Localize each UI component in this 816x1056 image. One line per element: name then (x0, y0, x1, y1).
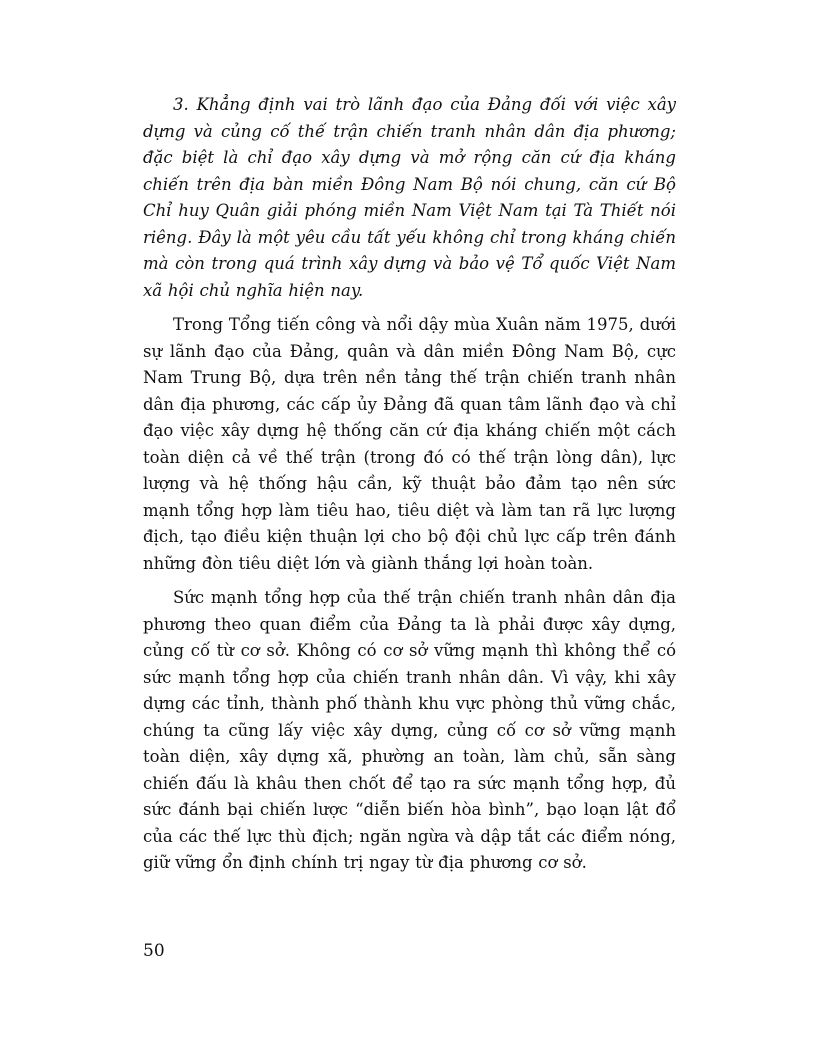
paragraph-spring-1975: Trong Tổng tiến công và nổi dậy mùa Xuân năm 1975, dưới sự lãnh đạo của Đảng, quân và dân miền Đông Nam Bộ, cực Nam Trung Bộ, dựa trên nền tảng thế trận chiến tranh nhân dân địa phương, các cấp ủy Đảng đã quan tâm lãnh đạo và chỉ đạo việc xây dựng hệ thống căn cứ địa kháng chiến một cách toàn diện cả về thế trận (trong đó có thế trận lòng dân), lực lượng và hệ thống hậu cần, kỹ thuật bảo đảm tạo nên sức mạnh tổng hợp làm tiêu hao, tiêu diệt và làm tan rã lực lượng địch, tạo điều kiện thuận lợi cho bộ đội chủ lực cấp trên đánh những đòn tiêu diệt lớn và giành thắng lợi hoàn toàn. (143, 315, 676, 573)
page-number: 50 (143, 941, 165, 961)
paragraph-point-3: 3. Khẳng định vai trò lãnh đạo của Đảng đối với việc xây dựng và củng cố thế trận chiến tranh nhân dân địa phương; đặc biệt là chỉ đạo xây dựng và mở rộng căn cứ địa kháng chiến trên địa bàn miền Đông Nam Bộ nói chung, căn cứ Bộ Chỉ huy Quân giải phóng miền Nam Việt Nam tại Tà Thiết nói riêng. Đây là một yêu cầu tất yếu không chỉ trong kháng chiến mà còn trong quá trình xây dựng và bảo vệ Tổ quốc Việt Nam xã hội chủ nghĩa hiện nay. (143, 95, 676, 300)
body-text (143, 92, 676, 885)
paragraph-combined-strength: Sức mạnh tổng hợp của thế trận chiến tranh nhân dân địa phương theo quan điểm của Đảng ta là phải được xây dựng, củng cố từ cơ sở. Không có cơ sở vững mạnh thì không thể có sức mạnh tổng hợp của chiến tranh nhân dân. Vì vậy, khi xây dựng các tỉnh, thành phố thành khu vực phòng thủ vững chắc, chúng ta cũng lấy việc xây dựng, củng cố cơ sở vững mạnh toàn diện, xây dựng xã, phường an toàn, làm chủ, sẵn sàng chiến đấu là khâu then chốt để tạo ra sức mạnh tổng hợp, đủ sức đánh bại chiến lược “diễn biến hòa bình”, bạo loạn lật đổ của các thế lực thù địch; ngăn ngừa và dập tắt các điểm nóng, giữ vững ổn định chính trị ngay từ địa phương cơ sở. (143, 588, 676, 872)
